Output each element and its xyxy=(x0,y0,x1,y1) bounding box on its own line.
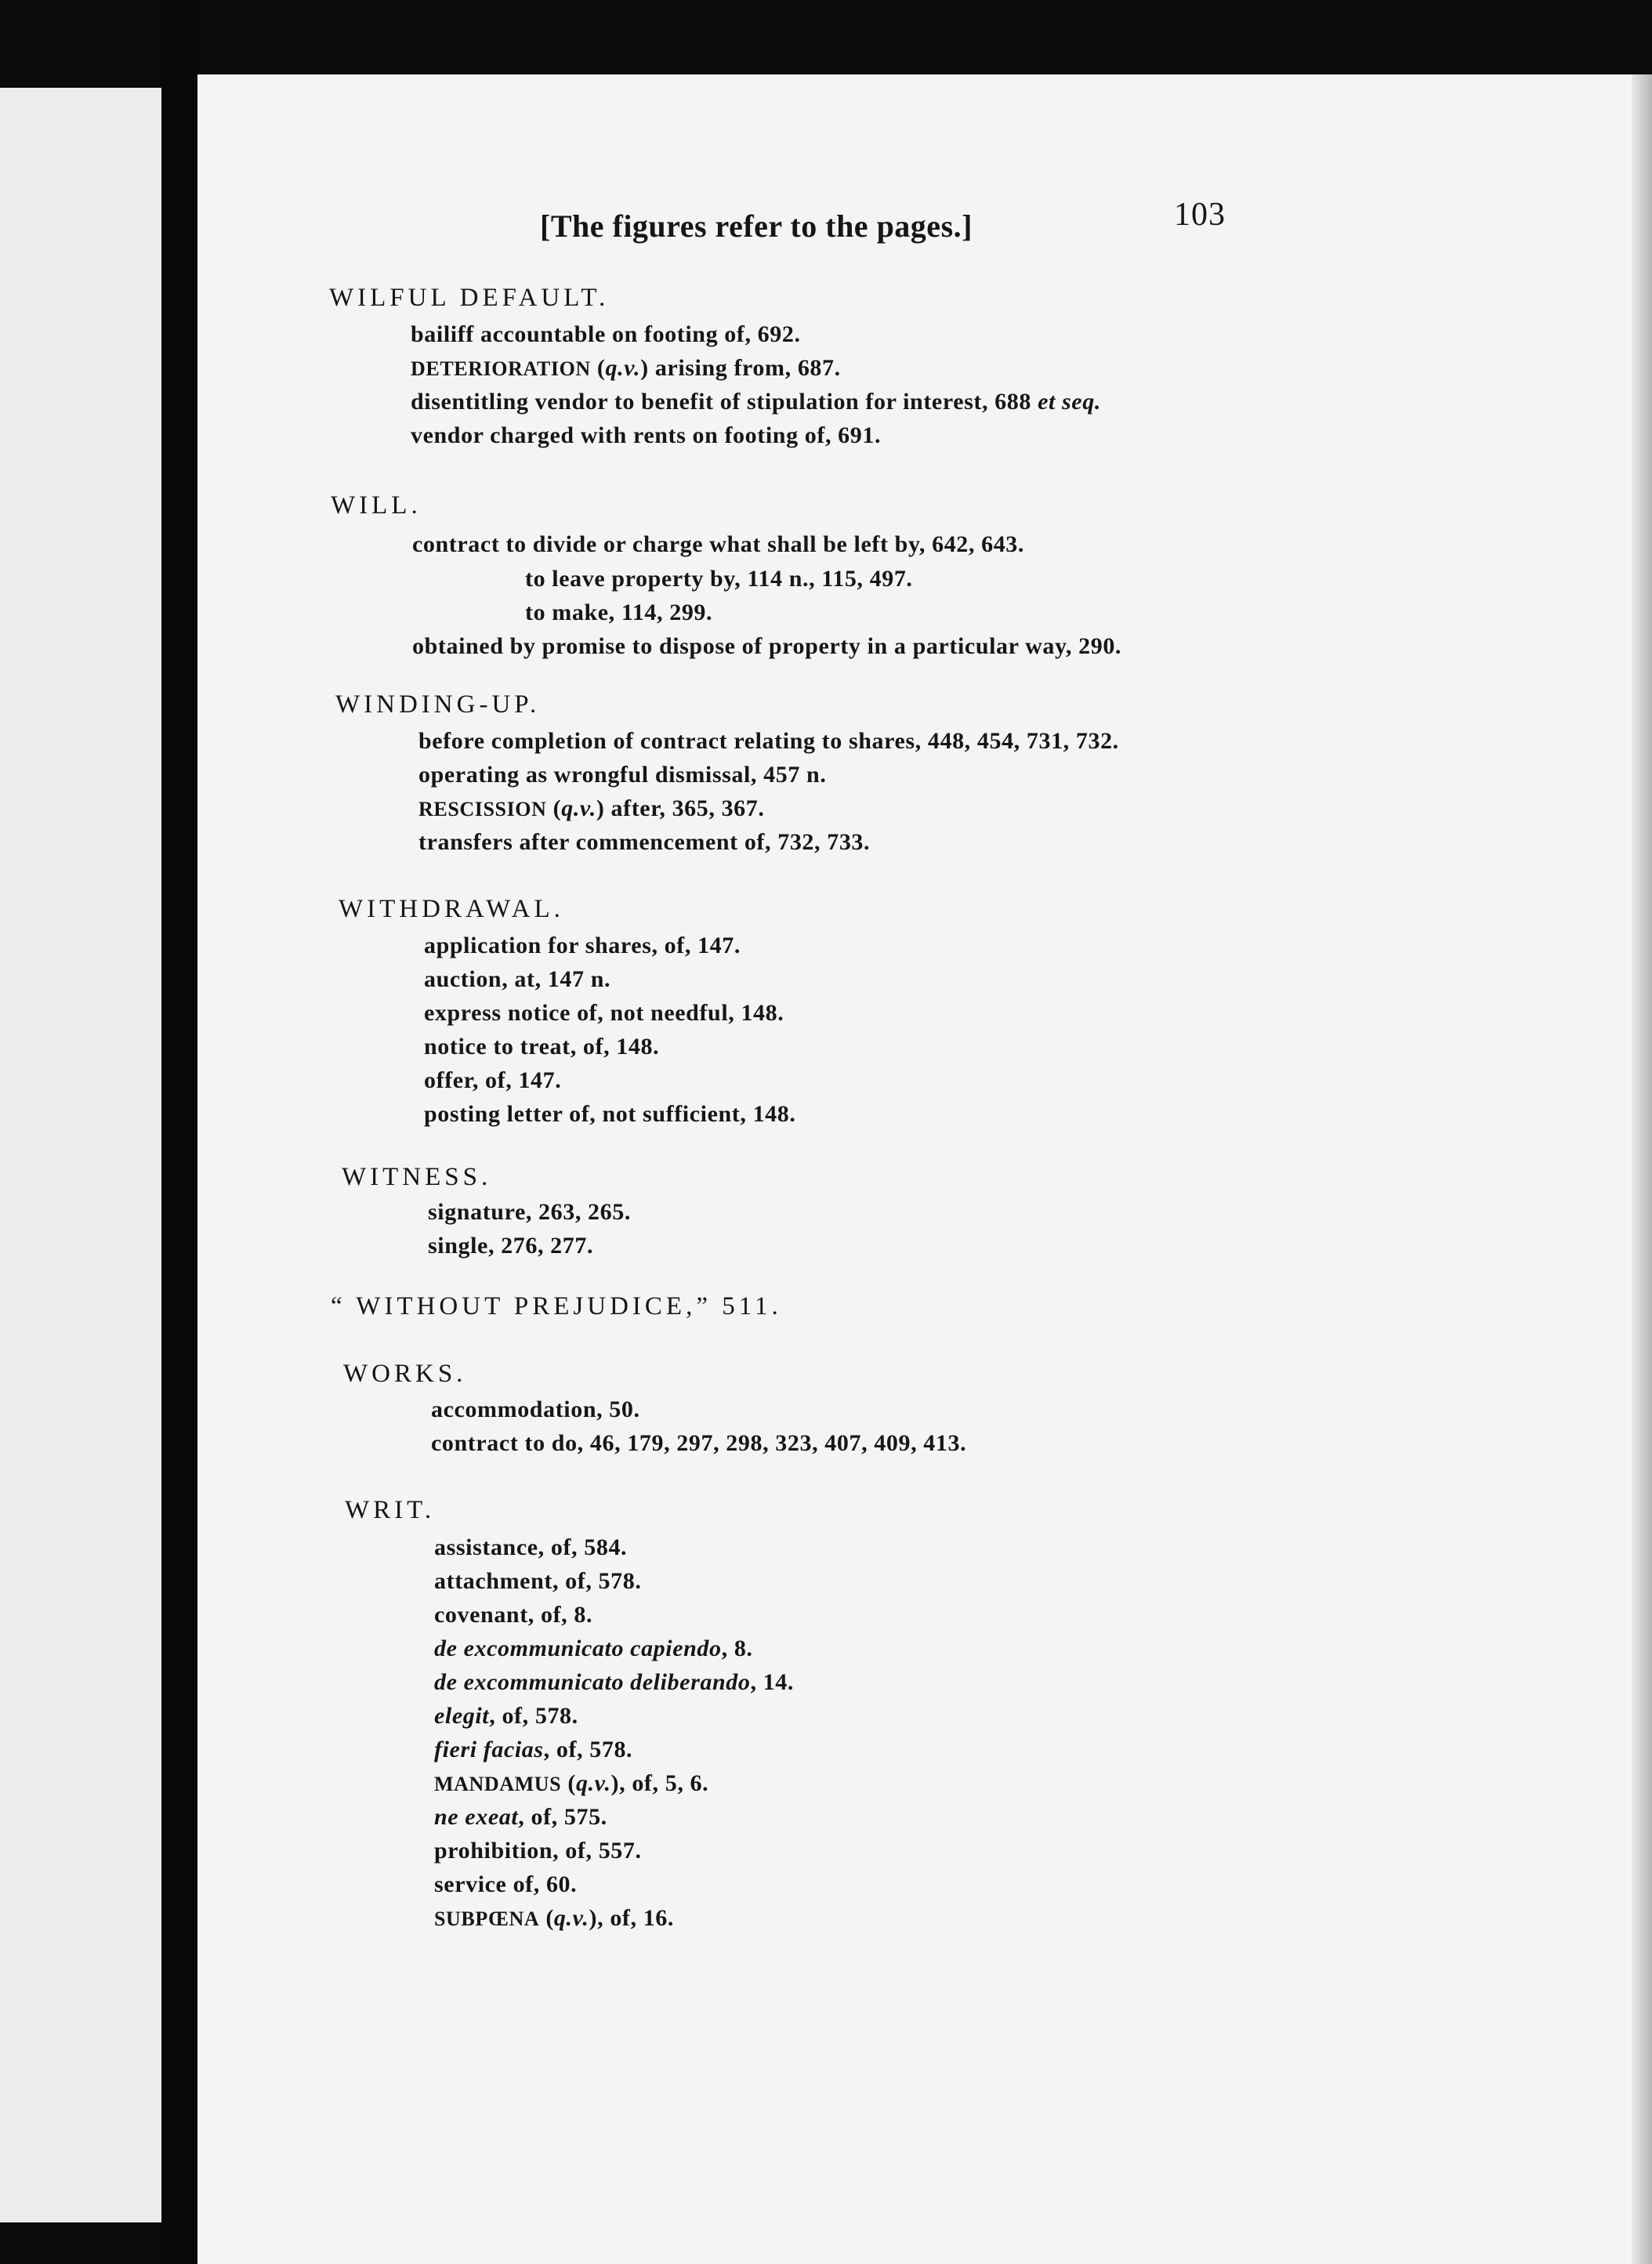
index-subentry: to leave property by, 114 n., 115, 497. xyxy=(525,566,913,592)
index-page xyxy=(197,74,1652,2264)
index-entry: notice to treat, of, 148. xyxy=(424,1034,660,1060)
index-entry: accommodation, 50. xyxy=(431,1396,640,1422)
index-entry: MANDAMUS (q.v.), of, 5, 6. xyxy=(434,1770,709,1796)
index-entry: application for shares, of, 147. xyxy=(424,933,741,958)
section-heading-works: WORKS. xyxy=(343,1360,467,1388)
index-subentry: to make, 114, 299. xyxy=(525,600,713,625)
index-entry: contract to divide or charge what shall be left by, 642, 643. xyxy=(412,531,1024,557)
running-header: [The figures refer to the pages.] xyxy=(540,208,973,244)
section-heading-will: WILL. xyxy=(331,491,422,520)
index-entry: service of, 60. xyxy=(434,1871,578,1897)
section-heading-withdrawal: WITHDRAWAL. xyxy=(339,895,564,923)
index-entry: prohibition, of, 557. xyxy=(434,1838,642,1864)
section-heading-without-prejudice: “ WITHOUT PREJUDICE,” 511. xyxy=(331,1292,782,1320)
index-entry: operating as wrongful dismissal, 457 n. xyxy=(418,762,827,788)
index-entry: express notice of, not needful, 148. xyxy=(424,1000,784,1026)
index-entry: posting letter of, not sufficient, 148. xyxy=(424,1101,796,1127)
page-edge-shadow xyxy=(1632,74,1652,2264)
index-entry: assistance, of, 584. xyxy=(434,1534,628,1560)
index-entry: signature, 263, 265. xyxy=(428,1199,631,1225)
index-entry: covenant, of, 8. xyxy=(434,1602,593,1628)
index-entry: offer, of, 147. xyxy=(424,1067,562,1093)
section-heading-witness: WITNESS. xyxy=(342,1163,492,1191)
book-gutter xyxy=(161,0,197,2264)
index-entry: before completion of contract relating to shares, 448, 454, 731, 732. xyxy=(418,728,1119,754)
index-entry: RESCISSION (q.v.) after, 365, 367. xyxy=(418,795,765,821)
section-heading-winding-up: WINDING-UP. xyxy=(335,690,541,719)
index-entry: vendor charged with rents on footing of, 691. xyxy=(411,422,882,448)
index-entry: de excommunicato deliberando, 14. xyxy=(434,1669,794,1695)
facing-page-edge xyxy=(0,88,161,2222)
index-entry: obtained by promise to dispose of property in a particular way, 290. xyxy=(412,633,1122,659)
index-entry: de excommunicato capiendo, 8. xyxy=(434,1636,753,1661)
index-entry: contract to do, 46, 179, 297, 298, 323, 407, 409, 413. xyxy=(431,1430,967,1456)
index-entry: ne exeat, of, 575. xyxy=(434,1804,607,1830)
index-entry: SUBPŒNA (q.v.), of, 16. xyxy=(434,1905,675,1931)
index-entry: fieri facias, of, 578. xyxy=(434,1737,633,1762)
index-entry: DETERIORATION (q.v.) arising from, 687. xyxy=(411,355,841,381)
index-entry: disentitling vendor to benefit of stipulation for interest, 688 et seq. xyxy=(411,389,1101,415)
page-number: 103 xyxy=(1174,197,1226,233)
index-entry: auction, at, 147 n. xyxy=(424,966,611,992)
index-entry: bailiff accountable on footing of, 692. xyxy=(411,321,801,347)
index-entry: attachment, of, 578. xyxy=(434,1568,642,1594)
section-heading-wilful-default: WILFUL DEFAULT. xyxy=(329,284,610,312)
index-entry: transfers after commencement of, 732, 733. xyxy=(418,829,871,855)
index-entry: elegit, of, 578. xyxy=(434,1703,578,1729)
section-heading-writ: WRIT. xyxy=(345,1496,436,1524)
index-entry: single, 276, 277. xyxy=(428,1233,594,1259)
